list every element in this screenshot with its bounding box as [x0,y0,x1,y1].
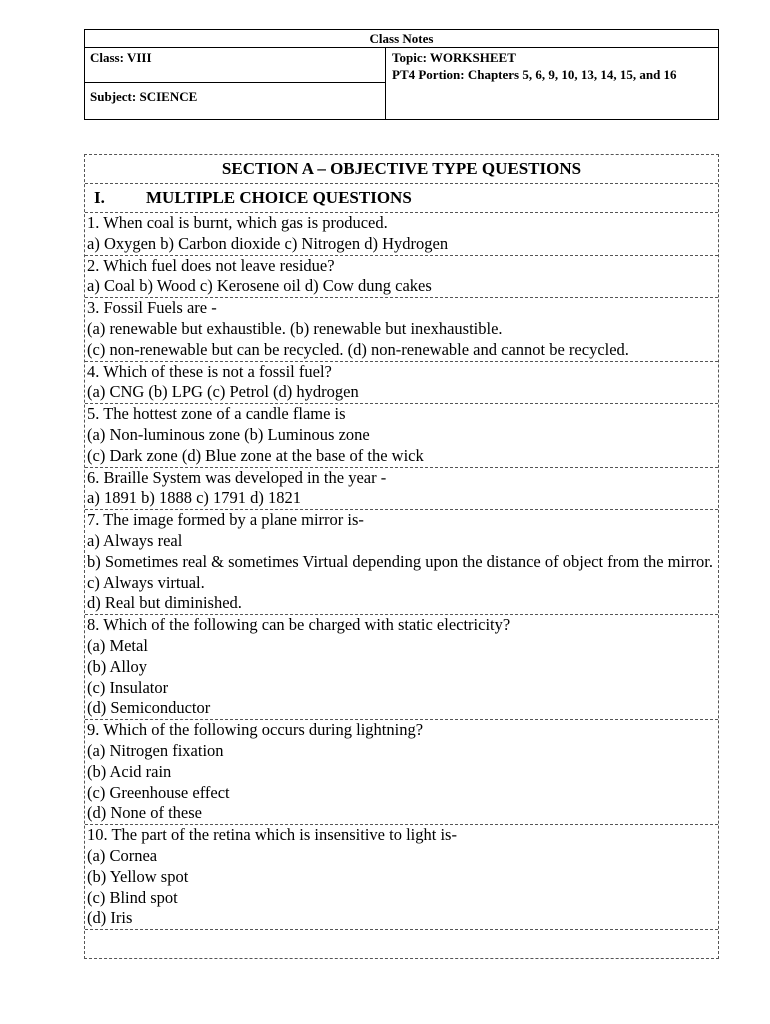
question-5 [85,404,718,467]
question-text: 10. The part of the retina which is insensitive to light is- [87,825,457,845]
question-options: (c) non-renewable but can be recycled. (d) non-renewable and cannot be recycled. [87,339,629,359]
question-option: (d) Semiconductor [87,698,211,718]
empty-row [85,930,718,958]
question-option: (a) Metal [87,635,148,655]
question-option: (a) Nitrogen fixation [87,740,224,760]
question-text: 2. Which fuel does not leave residue? [87,255,335,275]
question-options: (c) Dark zone (d) Blue zone at the base of the wick [87,445,424,465]
question-text: 6. Braille System was developed in the year - [87,467,387,487]
question-options: a) Coal b) Wood c) Kerosene oil d) Cow dung cakes [87,276,432,296]
question-options: (a) renewable but exhaustible. (b) renewable but inexhaustible. [87,318,503,338]
question-6 [85,468,718,511]
header-title: Class Notes [85,30,718,48]
question-text: 7. The image formed by a plane mirror is- [87,510,364,530]
subsection-number: I. [94,188,105,207]
header-body [85,48,718,119]
question-option: c) Always virtual. [87,572,205,592]
question-option: (b) Acid rain [87,761,172,781]
question-option: (b) Yellow spot [87,866,189,886]
question-option: (a) Cornea [87,845,158,865]
question-7 [85,510,718,615]
question-option: (d) None of these [87,803,203,823]
question-8 [85,615,718,720]
questions-table [84,154,719,959]
question-3 [85,298,718,361]
question-10 [85,825,718,930]
question-option: (c) Insulator [87,677,169,697]
question-1 [85,213,718,256]
question-options: a) Oxygen b) Carbon dioxide c) Nitrogen d) Hydrogen [87,233,449,253]
subject-label: Subject: SCIENCE [90,89,198,104]
question-option: b) Sometimes real & sometimes Virtual depending upon the distance of object from the mirror. [87,551,714,571]
question-option: a) Always real [87,530,183,550]
question-option: (c) Blind spot [87,887,178,907]
question-9 [85,720,718,825]
question-options: (a) CNG (b) LPG (c) Petrol (d) hydrogen [87,382,359,402]
question-2 [85,256,718,299]
class-label: Class: VIII [85,48,385,83]
topic-label: Topic: WORKSHEET [392,50,516,65]
question-options: a) 1891 b) 1888 c) 1791 d) 1821 [87,488,302,508]
question-option: (d) Iris [87,908,133,928]
subsection-title: MULTIPLE CHOICE QUESTIONS [146,188,412,207]
header-left-column [85,48,386,119]
question-text: 9. Which of the following occurs during lightning? [87,720,424,740]
section-title: SECTION A – OBJECTIVE TYPE QUESTIONS [85,155,718,184]
question-text: 5. The hottest zone of a candle flame is [87,404,346,424]
question-option: (b) Alloy [87,656,148,676]
question-text: 4. Which of these is not a fossil fuel? [87,361,332,381]
question-text: 1. When coal is burnt, which gas is produced. [87,213,388,232]
question-text: 8. Which of the following can be charged with static electricity? [87,615,511,635]
question-text: 3. Fossil Fuels are - [87,298,217,318]
question-4 [85,362,718,405]
header-right-column [386,48,718,119]
question-options: (a) Non-luminous zone (b) Luminous zone [87,424,370,444]
question-option: d) Real but diminished. [87,593,242,613]
question-option: (c) Greenhouse effect [87,782,230,802]
subsection-title-row [85,184,718,213]
header-table [84,29,719,120]
portion-label: PT4 Portion: Chapters 5, 6, 9, 10, 13, 14, 15, and 16 [392,67,677,82]
